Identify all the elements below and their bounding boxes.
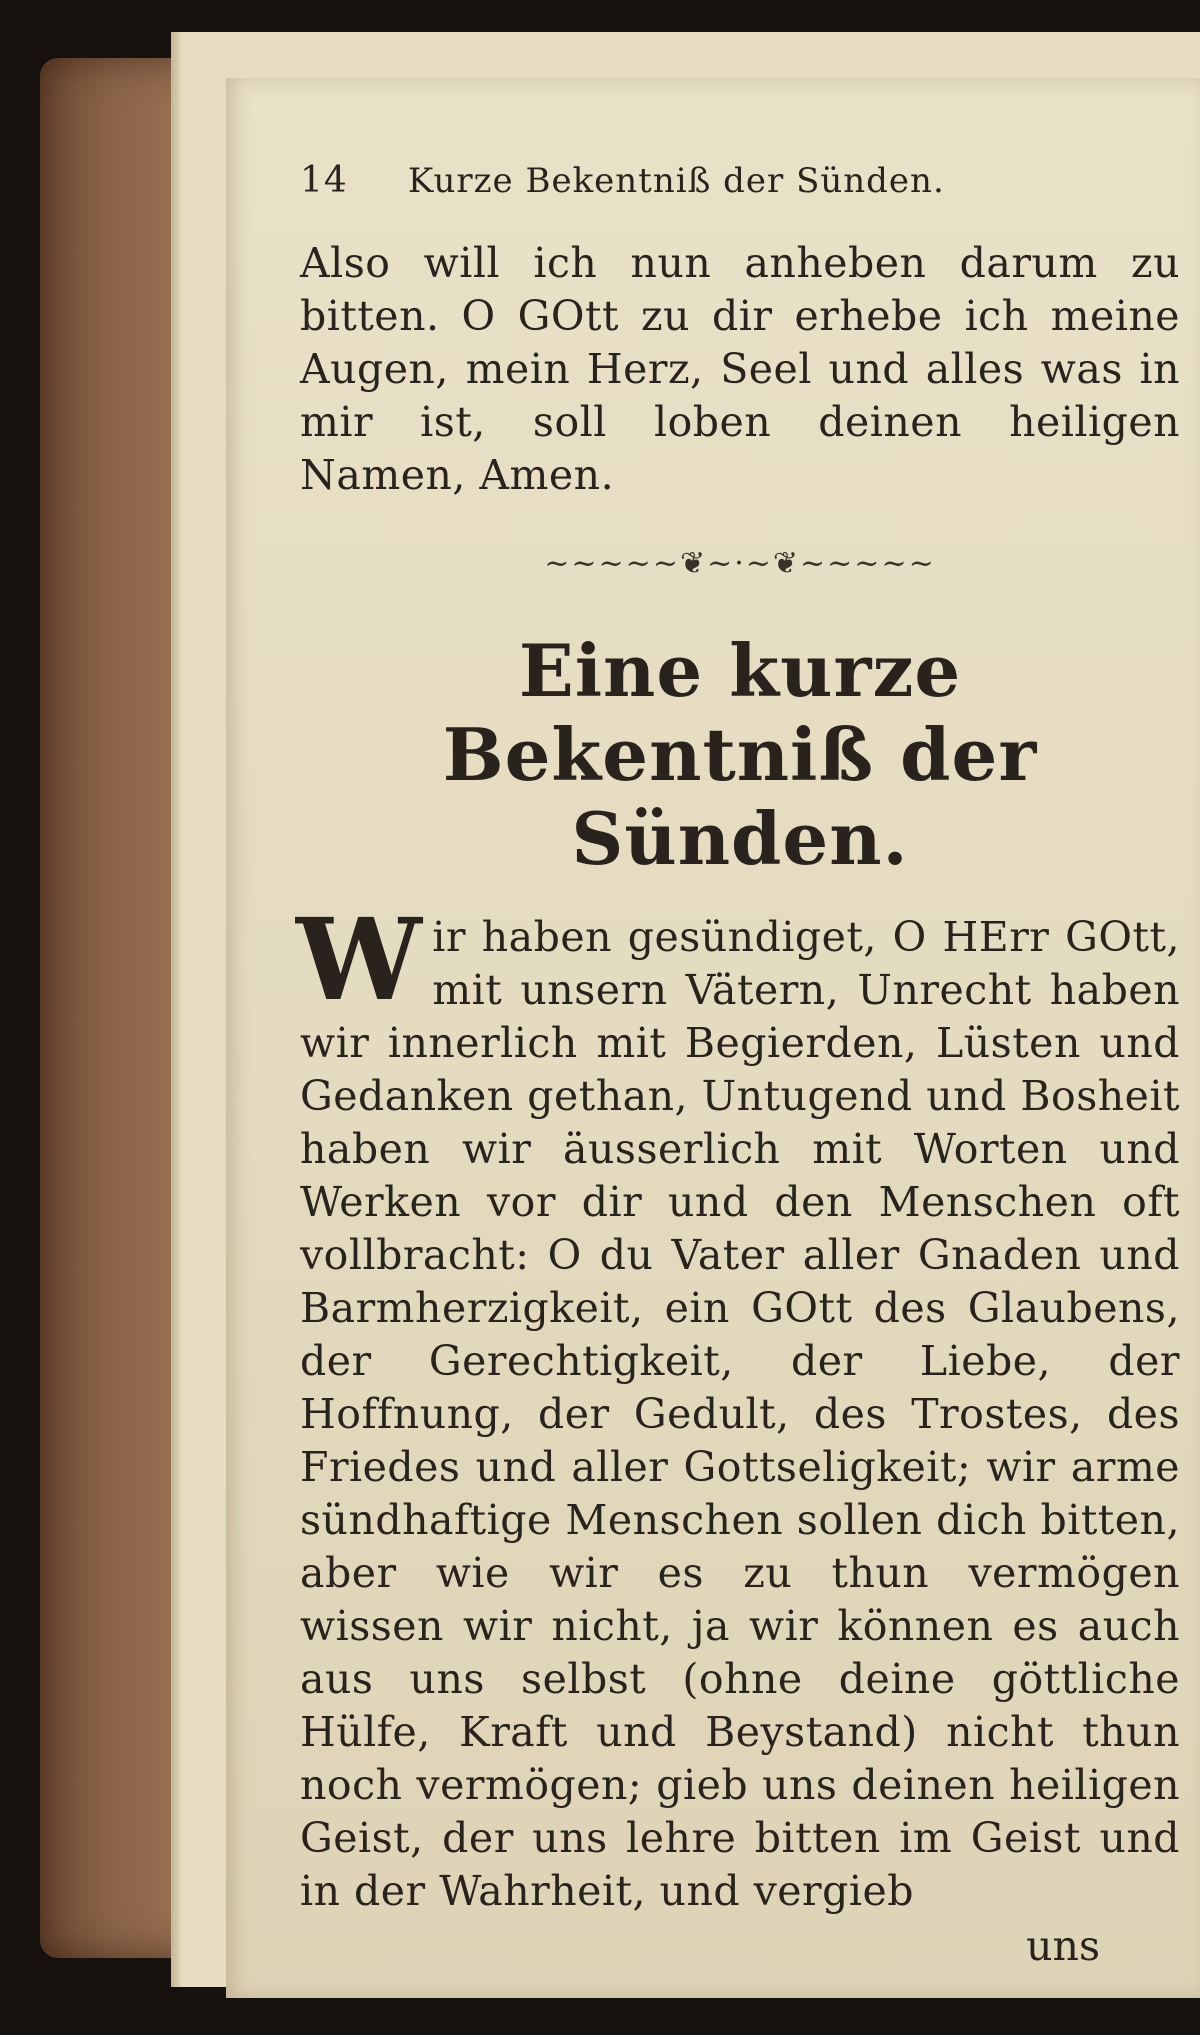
running-title: Kurze Bekentniß der Sünden.: [407, 161, 945, 201]
ornament-divider: ~~~~~❦~·~❦~~~~~: [544, 546, 936, 581]
drop-cap: W: [296, 895, 423, 1026]
section-title: Eine kurze Bekentniß der Sünden.: [442, 628, 1038, 881]
page-content: [296, 160, 1180, 1973]
catchword: uns: [1026, 1922, 1100, 1970]
page-number: 14: [300, 160, 348, 201]
running-head: [300, 160, 1180, 201]
intro-paragraph: Also will ich nun anheben darum zu bitten. O GOtt zu dir erhebe ich meine Augen, mein Herz, Seel und alles was in mir ist, soll loben deinen heiligen Namen, Amen.: [300, 239, 1180, 499]
main-paragraph: [296, 895, 1180, 1918]
main-paragraph-text: ir haben gesündiget, O HErr GOtt, mit unsern Vätern, Unrecht haben wir innerlich mit Begierden, Lüsten und Gedanken gethan, Untugend und Bosheit haben wir äusserlich mit Worten und Werken vor dir und den Menschen oft vollbracht: O du Vater aller Gnaden und Barmherzigkeit, ein GOtt des Glaubens, der Gerechtigkeit, der Liebe, der Hoffnung, der Gedult, des Trostes, des Friedes und aller Gottseligkeit; wir arme sündhaftige Menschen sollen dich bitten, aber wie wir es zu thun vermögen wissen wir nicht, ja wir können es auch aus uns selbst (ohne deine göttliche Hülfe, Kraft und Beystand) nicht thun noch vermögen; gieb uns deinen heiligen Geist, der uns lehre bitten im Geist und in der Wahrheit, und vergieb: [300, 913, 1180, 1915]
